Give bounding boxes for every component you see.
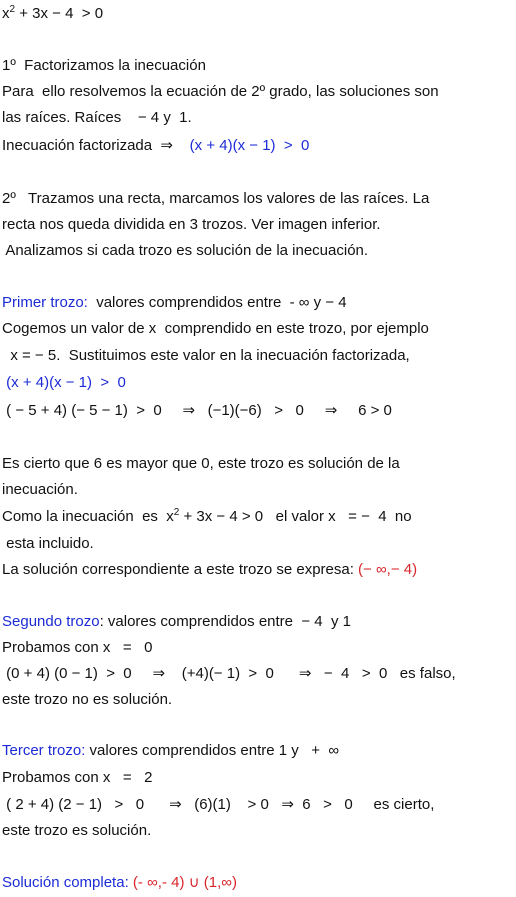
text-fragment: Como la inecuación es x [2, 508, 174, 525]
text-fragment: x [2, 5, 10, 22]
text-fragment: las raíces. Raíces − 4 y 1. [2, 109, 192, 126]
text-fragment: inecuación. [2, 481, 78, 498]
text-fragment: Primer trozo: [2, 294, 88, 311]
text-line [2, 481, 78, 499]
text-fragment: + 3x − 4 > 0 el valor x = − 4 no [179, 508, 412, 525]
text-line [2, 347, 410, 365]
text-fragment: Inecuación factorizada ⇒ [2, 137, 190, 154]
text-line [2, 320, 429, 338]
text-fragment: 2º Trazamos una recta, marcamos los valores de las raíces. La [2, 190, 430, 207]
text-line [2, 742, 339, 760]
text-line [2, 294, 347, 312]
text-fragment: este trozo es solución. [2, 822, 152, 839]
text-fragment: + 3x − 4 > 0 [15, 5, 104, 22]
text-fragment: (x + 4)(x − 1) > 0 [189, 137, 310, 154]
text-fragment: valores comprendidos entre 1 y + ∞ [85, 742, 340, 759]
text-line [2, 874, 237, 892]
text-line [2, 5, 103, 23]
text-fragment: ( 2 + 4) (2 − 1) > 0 ⇒ (6)(1) > 0 ⇒ 6 > 0 es cierto, [2, 796, 435, 813]
text-fragment: Solución completa: [2, 874, 129, 891]
text-fragment: recta nos queda dividida en 3 trozos. Ver imagen inferior. [2, 216, 381, 233]
text-line [2, 508, 412, 526]
text-fragment: valores comprendidos entre - ∞ y − 4 [87, 294, 347, 311]
text-line [2, 455, 400, 473]
text-line [2, 691, 172, 709]
text-line [2, 822, 151, 840]
text-line [2, 639, 153, 657]
text-line [2, 374, 126, 392]
text-fragment: este trozo no es solución. [2, 691, 173, 708]
text-line [2, 190, 429, 208]
text-fragment: Segundo trozo [2, 613, 100, 630]
text-fragment: esta incluido. [2, 535, 94, 552]
text-fragment: Probamos con x = 0 [2, 639, 153, 656]
text-line [2, 769, 153, 787]
text-line [2, 83, 439, 101]
text-fragment: La solución correspondiente a este trozo se expresa: [2, 561, 359, 578]
text-line [2, 613, 351, 631]
text-fragment: ( − 5 + 4) (− 5 − 1) > 0 ⇒ (−1)(−6) > 0 ⇒ 6 > 0 [2, 402, 392, 419]
text-line [2, 665, 456, 683]
text-fragment: (x + 4)(x − 1) > 0 [2, 374, 126, 391]
text-fragment: x = − 5. Sustituimos este valor en la inecuación factorizada, [2, 347, 410, 364]
text-line [2, 242, 368, 260]
text-line [2, 109, 192, 127]
text-line [2, 137, 309, 155]
text-fragment: Probamos con x = 2 [2, 769, 153, 786]
text-line [2, 535, 94, 553]
text-fragment: Analizamos si cada trozo es solución de la inecuación. [2, 242, 369, 259]
text-fragment: Cogemos un valor de x comprendido en este trozo, por ejemplo [2, 320, 429, 337]
text-line [2, 561, 417, 579]
text-line [2, 402, 392, 420]
text-fragment: : valores comprendidos entre − 4 y 1 [99, 613, 351, 630]
text-fragment: 1º Factorizamos la inecuación [2, 57, 206, 74]
text-line [2, 796, 434, 814]
text-line [2, 57, 206, 75]
text-fragment: Es cierto que 6 es mayor que 0, este trozo es solución de la [2, 455, 400, 472]
text-fragment: Para ello resolvemos la ecuación de 2º grado, las soluciones son [2, 83, 439, 100]
text-fragment: (- ∞,- 4) ∪ (1,∞) [132, 874, 237, 891]
text-line [2, 216, 381, 234]
text-fragment: (− ∞,− 4) [358, 561, 418, 578]
exponent: 2 [9, 4, 16, 15]
text-fragment: Tercer trozo: [2, 742, 86, 759]
text-fragment: (0 + 4) (0 − 1) > 0 ⇒ (+4)(− 1) > 0 ⇒ − 4 > 0 es falso, [2, 665, 456, 682]
exponent: 2 [173, 507, 180, 518]
